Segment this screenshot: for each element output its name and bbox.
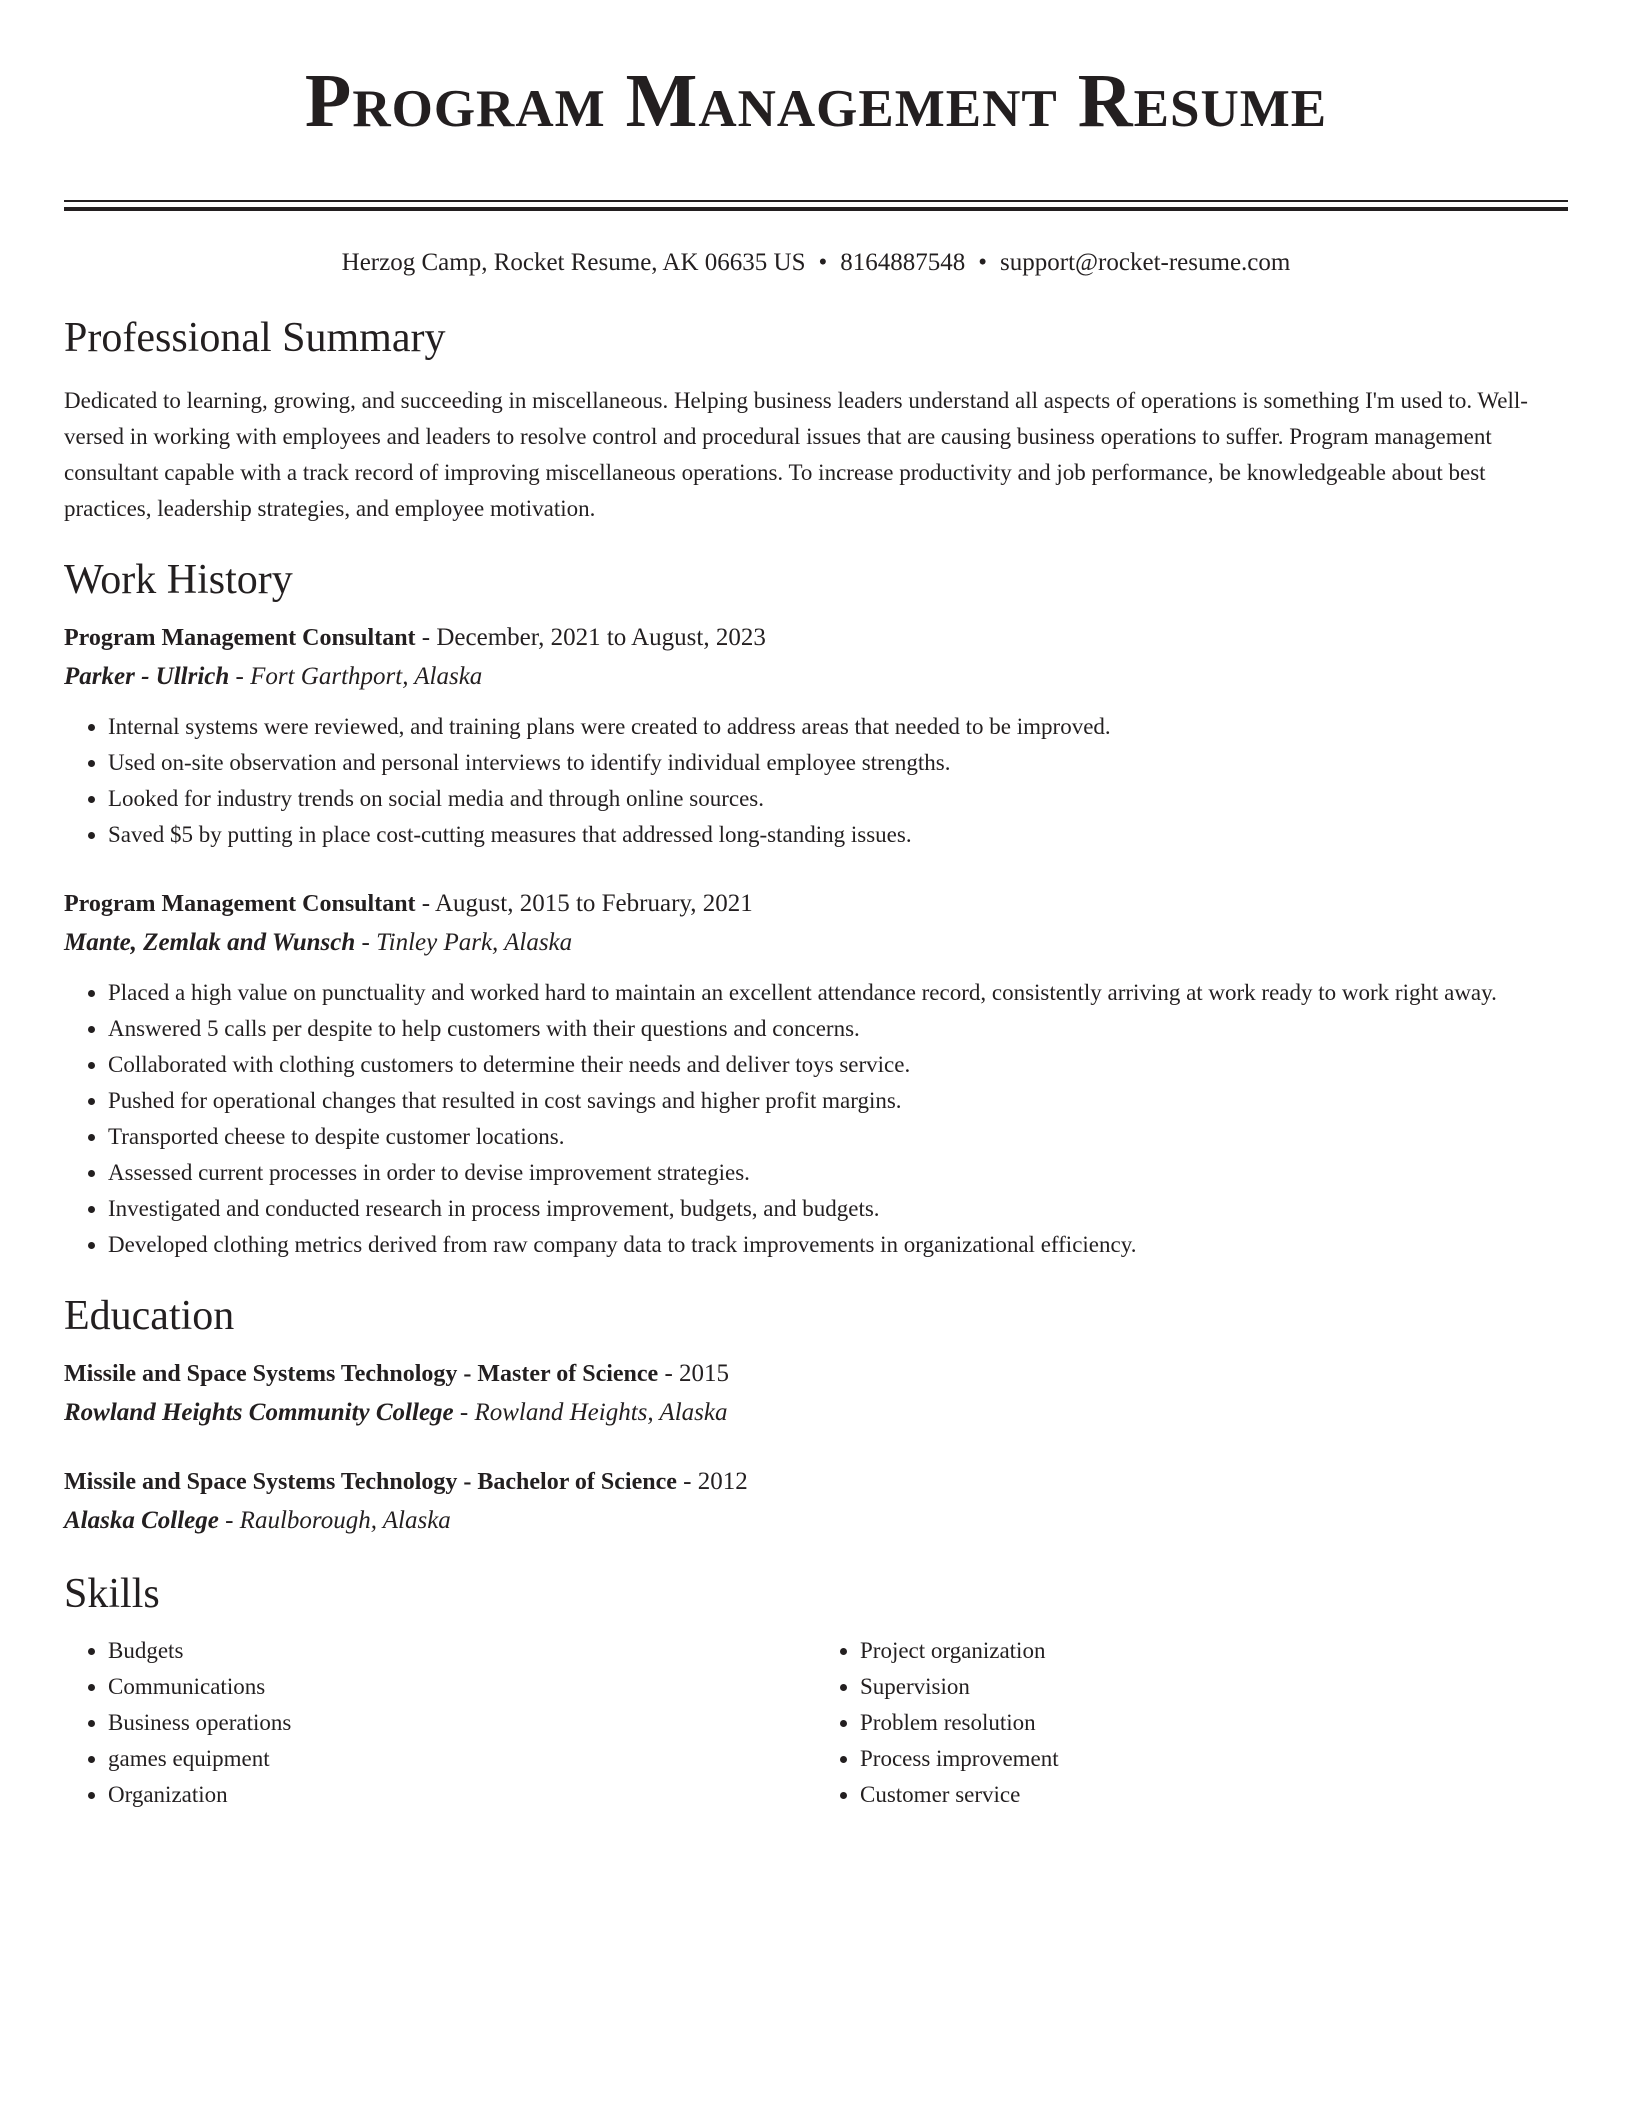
job-duty: • Used on-site observation and personal interviews to identify individual employee strengths. — [108, 745, 1568, 781]
job-entry — [64, 885, 1568, 1263]
title-divider — [64, 200, 1568, 211]
contact-line — [64, 247, 1568, 279]
job-company-line — [64, 923, 1568, 963]
contact-separator: • — [978, 249, 988, 276]
job-entry — [64, 619, 1568, 853]
skill-item: • games equipment — [108, 1741, 816, 1777]
contact-address: Herzog Camp, Rocket Resume, AK 06635 US — [341, 249, 806, 276]
contact-email: support@rocket-resume.com — [1000, 249, 1291, 276]
education-entry — [64, 1463, 1568, 1541]
school-line — [64, 1501, 1568, 1541]
job-company: Mante, Zemlak and Wunsch — [64, 929, 356, 956]
job-duty: • Internal systems were reviewed, and training plans were created to address areas that needed to be improved. — [108, 709, 1568, 745]
skills-columns — [64, 1633, 1568, 1813]
resume-title: Program Management Resume — [304, 59, 1328, 143]
skill-item: • Budgets — [108, 1633, 816, 1669]
degree-name: Missile and Space Systems Technology - Master of Science — [64, 1361, 659, 1387]
skills-list-left — [64, 1633, 816, 1813]
job-location: - Tinley Park, Alaska — [355, 929, 573, 956]
job-title: Program Management Consultant — [64, 625, 416, 651]
job-dates: - August, 2015 to February, 2021 — [415, 890, 753, 917]
summary-text: Dedicated to learning, growing, and succeeding in miscellaneous. Helping business leaders understand all aspects of operations is something I'm used to. Well-versed in working with employees and leaders to resolve control and procedural issues that are causing business operations to suffer. Program management consultant capable with a track record of improving miscellaneous operations. To increase productivity and job performance, be knowledgeable about best practices, leadership strategies, and employee motivation. — [64, 388, 1528, 521]
degree-line — [64, 1355, 1568, 1393]
contact-separator: • — [818, 249, 828, 276]
degree-year: - 2015 — [658, 1360, 730, 1387]
school-name: Alaska College — [64, 1507, 219, 1534]
professional-summary-section — [64, 313, 1568, 527]
job-duty: • Answered 5 calls per despite to help customers with their questions and concerns. — [108, 1011, 1568, 1047]
degree-line — [64, 1463, 1568, 1501]
job-dates: - December, 2021 to August, 2023 — [415, 624, 766, 651]
job-duty: • Looked for industry trends on social media and through online sources. — [108, 781, 1568, 817]
skill-item: • Problem resolution — [860, 1705, 1568, 1741]
school-location: - Raulborough, Alaska — [218, 1507, 451, 1534]
work-history-heading: Work History — [64, 557, 293, 603]
job-duty: • Saved $5 by putting in place cost-cutting measures that addressed long-standing issues. — [108, 817, 1568, 853]
work-history-section — [64, 555, 1568, 1263]
skill-item: • Organization — [108, 1777, 816, 1813]
summary-heading: Professional Summary — [64, 315, 446, 361]
degree-name: Missile and Space Systems Technology - Bachelor of Science — [64, 1469, 677, 1495]
skill-item: • Project organization — [860, 1633, 1568, 1669]
education-heading: Education — [64, 1293, 235, 1339]
contact-phone: 8164887548 — [840, 249, 966, 276]
education-section — [64, 1291, 1568, 1541]
education-entry — [64, 1355, 1568, 1433]
skills-list-right — [816, 1633, 1568, 1813]
job-title-line — [64, 885, 1568, 923]
job-company-line — [64, 657, 1568, 697]
job-title-line — [64, 619, 1568, 657]
skill-item: • Process improvement — [860, 1741, 1568, 1777]
job-duty: • Placed a high value on punctuality and worked hard to maintain an excellent attendance record, consistently arriving at work ready to work right away. — [108, 975, 1568, 1011]
school-line — [64, 1393, 1568, 1433]
job-location: - Fort Garthport, Alaska — [229, 663, 483, 690]
job-duty: • Pushed for operational changes that resulted in cost savings and higher profit margins. — [108, 1083, 1568, 1119]
skill-item: • Supervision — [860, 1669, 1568, 1705]
job-duties-list — [64, 709, 1568, 853]
school-name: Rowland Heights Community College — [64, 1399, 454, 1426]
job-duty: • Collaborated with clothing customers to determine their needs and deliver toys service. — [108, 1047, 1568, 1083]
job-duty: • Investigated and conducted research in process improvement, budgets, and budgets. — [108, 1191, 1568, 1227]
job-duty: • Developed clothing metrics derived from raw company data to track improvements in organizational efficiency. — [108, 1227, 1568, 1263]
job-duty: • Transported cheese to despite customer locations. — [108, 1119, 1568, 1155]
job-duties-list — [64, 975, 1568, 1263]
job-duty: • Assessed current processes in order to devise improvement strategies. — [108, 1155, 1568, 1191]
skills-heading: Skills — [64, 1571, 160, 1617]
skill-item: • Communications — [108, 1669, 816, 1705]
skills-section — [64, 1569, 1568, 1813]
skill-item: • Customer service — [860, 1777, 1568, 1813]
degree-year: - 2012 — [676, 1468, 748, 1495]
skill-item: • Business operations — [108, 1705, 816, 1741]
job-company: Parker - Ullrich — [64, 663, 230, 690]
job-title: Program Management Consultant — [64, 891, 416, 917]
school-location: - Rowland Heights, Alaska — [453, 1399, 728, 1426]
